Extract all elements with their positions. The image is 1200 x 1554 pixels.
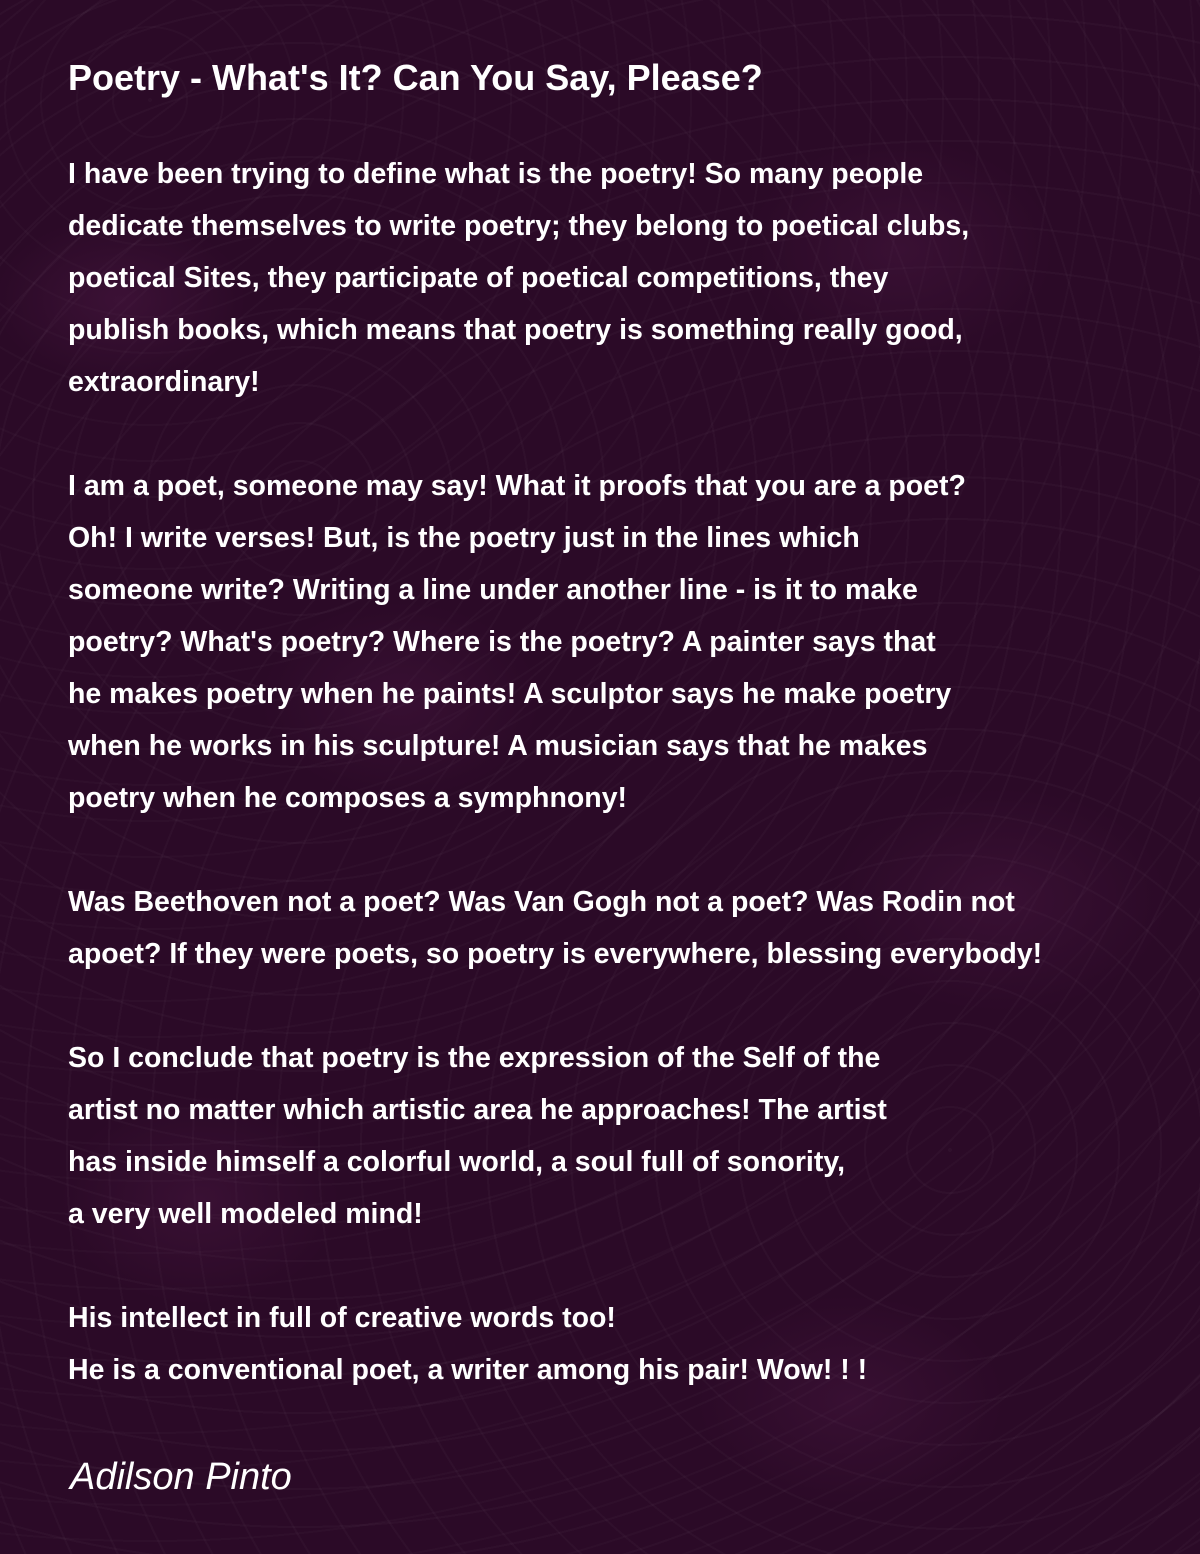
stanza-1 [68,148,1188,408]
poem-line: poetry? What's poetry? Where is the poetry? A painter says that [68,626,936,658]
stanza-4 [68,1032,1188,1240]
stanza-5 [68,1292,1188,1396]
poem-title: Poetry - What's It? Can You Say, Please? [68,57,763,98]
poem-line: I have been trying to define what is the poetry! So many people [68,158,924,190]
poem-line: poetical Sites, they participate of poetical competitions, they [68,262,889,294]
poem-line: He is a conventional poet, a writer among his pair! Wow! ! ! [68,1354,868,1386]
poem-line: His intellect in full of creative words too! [68,1302,616,1334]
poem-line: he makes poetry when he paints! A sculptor says he make poetry [68,678,952,710]
poem-line: I am a poet, someone may say! What it proofs that you are a poet? [68,470,966,502]
poem-line: apoet? If they were poets, so poetry is everywhere, blessing everybody! [68,938,1043,970]
poem-line: poetry when he composes a symphnony! [68,782,628,814]
poem-line: a very well modeled mind! [68,1198,423,1230]
poem-line: Was Beethoven not a poet? Was Van Gogh not a poet? Was Rodin not [68,886,1015,918]
poem-line: artist no matter which artistic area he approaches! The artist [68,1094,887,1126]
poem-line: extraordinary! [68,366,260,398]
poem-author: Adilson Pinto [70,1456,292,1498]
poem-line: has inside himself a colorful world, a soul full of sonority, [68,1146,845,1178]
stanza-3 [68,876,1188,980]
poem-line: So I conclude that poetry is the expression of the Self of the [68,1042,881,1074]
poem-line: publish books, which means that poetry is something really good, [68,314,963,346]
poem-line: dedicate themselves to write poetry; they belong to poetical clubs, [68,210,970,242]
poem-body [68,148,1188,1448]
poem-line: someone write? Writing a line under another line - is it to make [68,574,918,606]
stanza-2 [68,460,1188,824]
poem-line: when he works in his sculpture! A musician says that he makes [68,730,928,762]
poem-line: Oh! I write verses! But, is the poetry just in the lines which [68,522,860,554]
